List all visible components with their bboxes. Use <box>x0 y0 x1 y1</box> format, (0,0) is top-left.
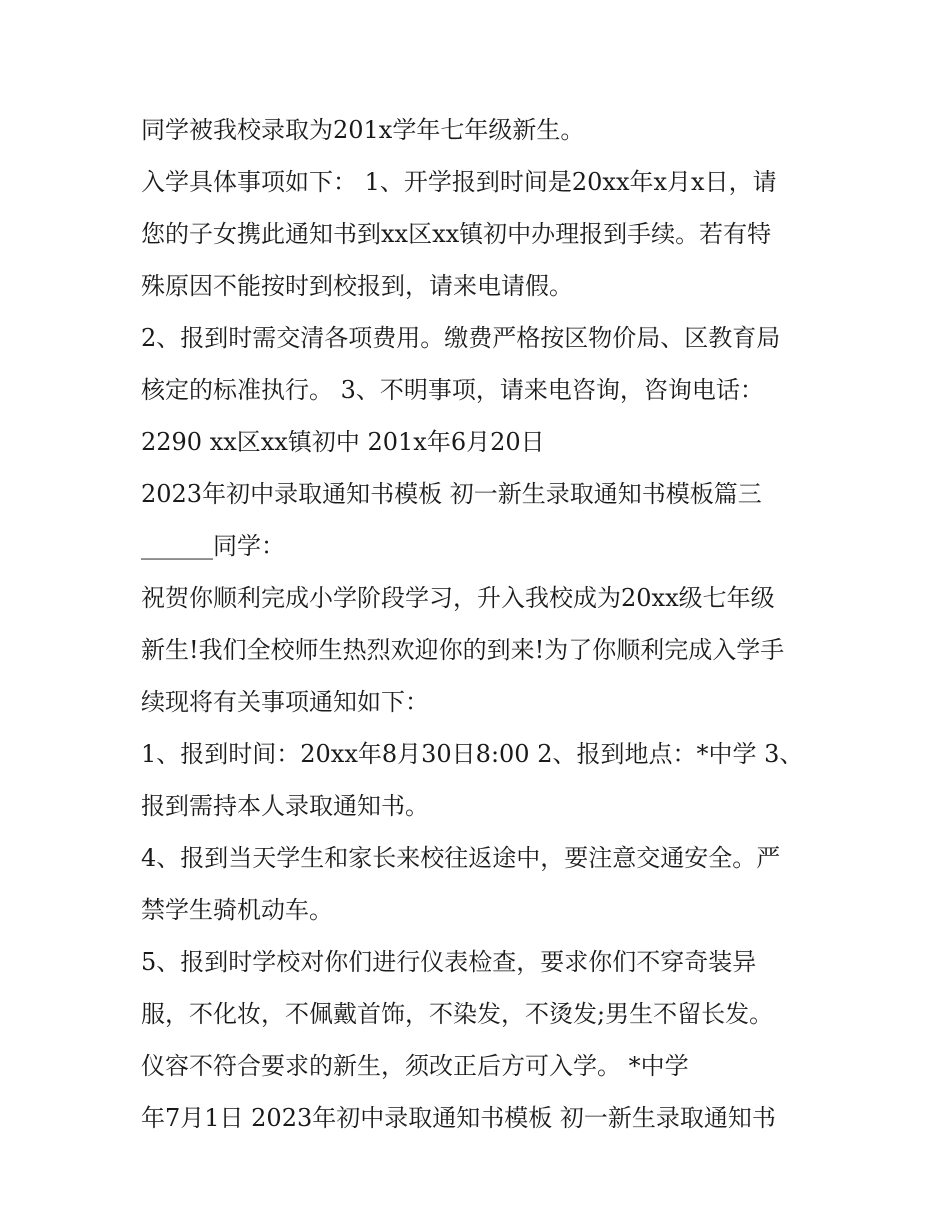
text-line: 仪容不符合要求的新生，须改正后方可入学。 *中学 <box>141 1052 689 1080</box>
text-line: 2290 xx区xx镇初中 201x年6月20日 <box>141 428 545 456</box>
text-line: 1、报到时间：20xx年8月30日8:00 2、报到地点：*中学 3、 <box>141 740 804 768</box>
text-line: 殊原因不能按时到校报到，请来电请假。 <box>141 272 573 300</box>
text-line: 新生!我们全校师生热烈欢迎你的到来!为了你顺利完成入学手 <box>141 636 785 664</box>
text-line: 入学具体事项如下： 1、开学报到时间是20xx年x月x日，请 <box>141 168 777 196</box>
text-line: 报到需持本人录取通知书。 <box>141 792 429 820</box>
section-heading-line: 2023年初中录取通知书模板 初一新生录取通知书模板篇三 <box>141 480 762 508</box>
text-line: 年7月1日 2023年初中录取通知书模板 初一新生录取通知书 <box>141 1104 776 1132</box>
text-line: 4、报到当天学生和家长来校往返途中，要注意交通安全。严 <box>141 844 781 872</box>
document-body <box>141 104 821 1144</box>
text-line: 祝贺你顺利完成小学阶段学习，升入我校成为20xx级七年级 <box>141 584 775 612</box>
text-line: 续现将有关事项通知如下： <box>141 688 429 716</box>
text-line: 核定的标准执行。 3、不明事项，请来电咨询，咨询电话： <box>141 376 764 404</box>
text-line: 禁学生骑机动车。 <box>141 896 333 924</box>
text-line: 同学被我校录取为201x学年七年级新生。 <box>141 116 585 144</box>
text-line: 服，不化妆，不佩戴首饰，不染发，不烫发;男生不留长发。 <box>141 1000 774 1028</box>
text-line: 5、报到时学校对你们进行仪表检查，要求你们不穿奇装异 <box>141 948 757 976</box>
text-line: 您的子女携此通知书到xx区xx镇初中办理报到手续。若有特 <box>141 220 772 248</box>
salutation-line: ______同学： <box>141 532 285 560</box>
text-line: 2、报到时需交清各项费用。缴费严格按区物价局、区教育局 <box>141 324 781 352</box>
